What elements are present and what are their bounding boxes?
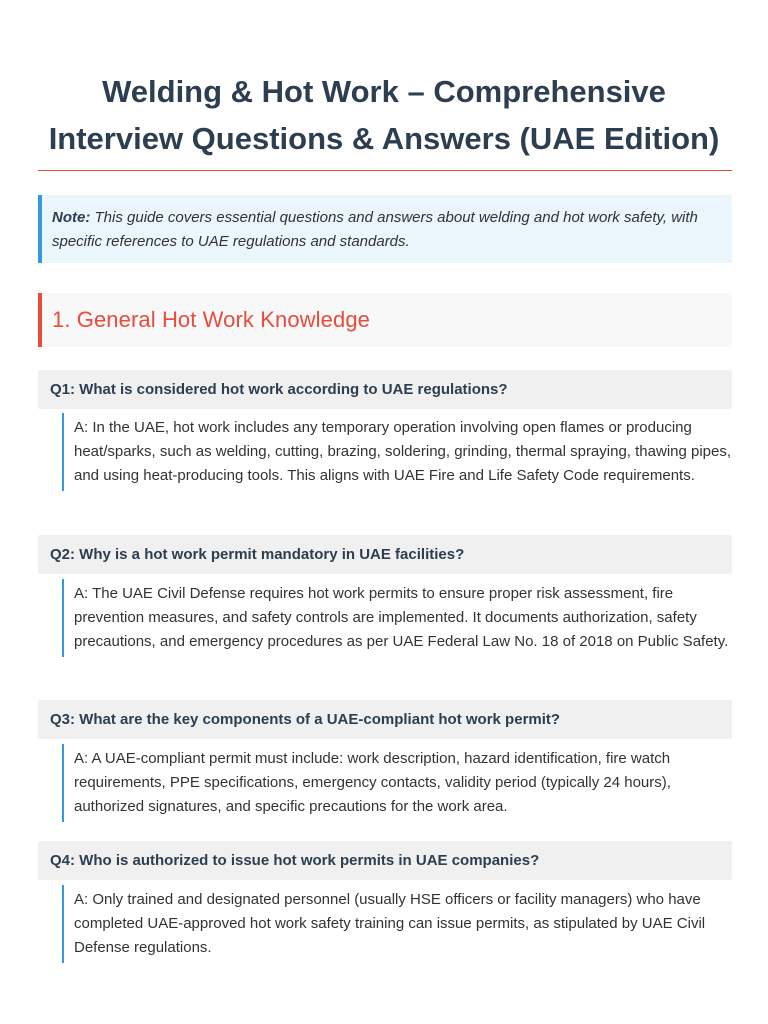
title-line-2: Interview Questions & Answers (UAE Edition) (48, 121, 720, 156)
answer-1: A: In the UAE, hot work includes any temporary operation involving open flames or producing heat/sparks, such as welding, cutting, brazing, soldering, grinding, thermal spraying, thawing pipes, and using heat-producing tools. This aligns with UAE Fire and Life Safety Code requirements. (62, 413, 732, 491)
title-divider (38, 170, 732, 171)
section-header (38, 293, 732, 347)
title-line-1: Welding & Hot Work – Comprehensive (102, 74, 666, 109)
note-label: Note: (52, 209, 91, 226)
note-text: This guide covers essential questions and answers about welding and hot work safety, with specific references to UAE regulations and standards. (52, 209, 698, 250)
question-2: Q2: Why is a hot work permit mandatory in UAE facilities? (38, 535, 732, 574)
question-1: Q1: What is considered hot work according to UAE regulations? (38, 370, 732, 409)
question-3: Q3: What are the key components of a UAE-compliant hot work permit? (38, 700, 732, 739)
answer-3: A: A UAE-compliant permit must include: work description, hazard identification, fire watch requirements, PPE specifications, emergency contacts, validity period (typically 24 hours), authorized signatures, and specific precautions for the work area. (62, 744, 732, 822)
note-box (38, 195, 732, 263)
answer-4: A: Only trained and designated personnel (usually HSE officers or facility managers) who have completed UAE-approved hot work safety training can issue permits, as stipulated by UAE Civil Defense regulations. (62, 885, 732, 963)
section-title: 1. General Hot Work Knowledge (52, 307, 370, 332)
answer-2: A: The UAE Civil Defense requires hot work permits to ensure proper risk assessment, fire prevention measures, and safety controls are implemented. It documents authorization, safety precautions, and emergency procedures as per UAE Federal Law No. 18 of 2018 on Public Safety. (62, 579, 732, 657)
question-4: Q4: Who is authorized to issue hot work permits in UAE companies? (38, 841, 732, 880)
page-title (36, 68, 732, 162)
